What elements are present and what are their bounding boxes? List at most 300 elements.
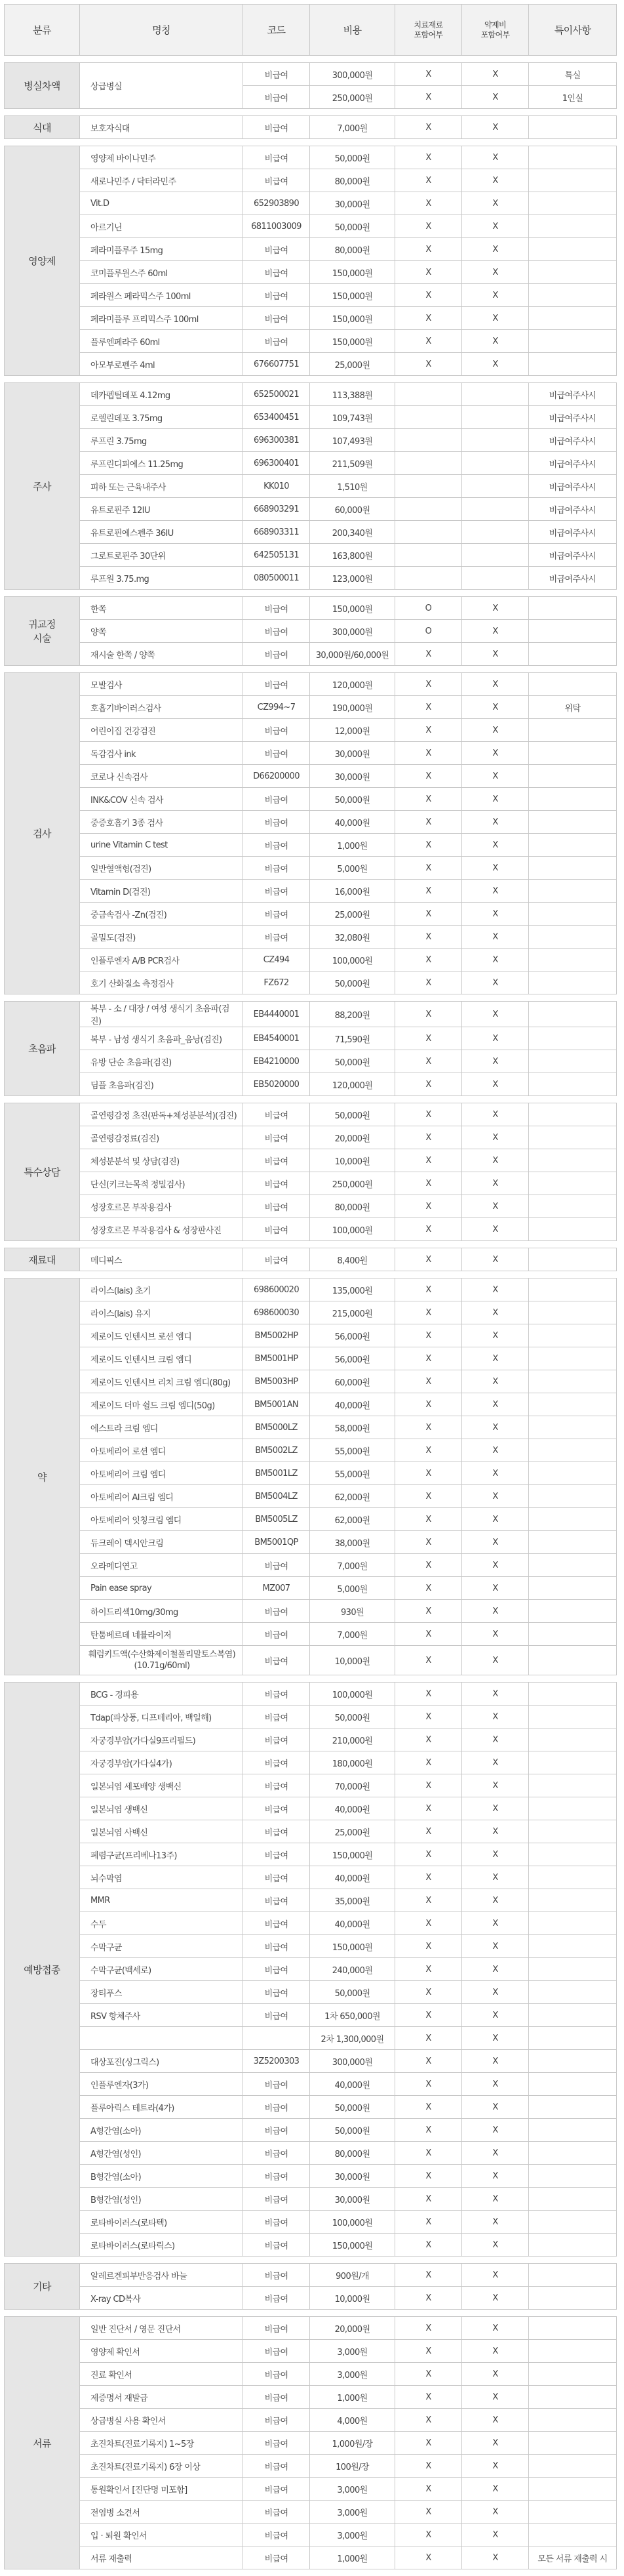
item-code: 비급여 [243,238,310,261]
material-included: X [395,1027,462,1050]
item-name: 자궁경부암(가다실9프리필드) [80,1728,243,1751]
item-cost: 150,000원 [310,284,395,307]
item-name: 그로트로핀주 30단위 [80,544,243,567]
item-note [529,1462,617,1485]
item-code: EB4540001 [243,1027,310,1050]
item-cost: 300,000원 [310,63,395,86]
item-name: 모발검사 [80,673,243,696]
header-name: 명칭 [80,5,243,56]
table-row [5,1866,617,1889]
item-note [529,1912,617,1935]
item-note: 비급여주사시 [529,521,617,544]
table-row [5,215,617,238]
item-note [529,1751,617,1774]
item-code: 653400451 [243,406,310,429]
drug-included: X [462,1439,529,1462]
item-name: 성장호르몬 부작용검사 [80,1195,243,1218]
material-included: X [395,1050,462,1073]
item-name: 중금속검사 -Zn(검진) [80,903,243,926]
material-included: X [395,834,462,857]
item-cost: 5,000원 [310,1577,395,1600]
item-cost: 40,000원 [310,1912,395,1935]
item-cost: 300,000원 [310,2050,395,2073]
item-cost: 100,000원 [310,1683,395,1706]
item-name: 서류 재출력 [80,2546,243,2569]
item-cost: 7,000원 [310,116,395,139]
item-note [529,2501,617,2524]
table-row [5,383,617,406]
item-cost: 30,000원 [310,2188,395,2211]
item-cost: 10,000원 [310,1646,395,1675]
item-name: 제로이드 인텐시브 로션 엠디 [80,1324,243,1347]
item-name: 상급병실 사용 확인서 [80,2409,243,2432]
material-included: X [395,1935,462,1958]
item-cost: 50,000원 [310,1050,395,1073]
item-name: 로렐린데포 3.75mg [80,406,243,429]
table-row [5,2234,617,2257]
material-included: X [395,2073,462,2096]
item-cost: 150,000원 [310,261,395,284]
material-included: X [395,1706,462,1728]
table-row [5,475,617,498]
table-row [5,429,617,452]
material-included: X [395,1797,462,1820]
drug-included: X [462,2386,529,2409]
category-cell: 재료대 [5,1248,80,1271]
material-included: X [395,1103,462,1126]
drug-included: X [462,2478,529,2501]
material-included: X [395,2264,462,2287]
table-row [5,1073,617,1096]
item-code: 비급여 [243,1912,310,1935]
item-note [529,1843,617,1866]
material-included: X [395,903,462,926]
table-row [5,261,617,284]
category-cell: 영양제 [5,146,80,376]
item-code: 비급여 [243,2165,310,2188]
drug-included: X [462,1393,529,1416]
item-code: BM5002HP [243,1324,310,1347]
drug-included: X [462,307,529,330]
drug-included: X [462,2142,529,2165]
item-cost: 88,200원 [310,1002,395,1027]
item-cost: 150,000원 [310,597,395,620]
material-included: X [395,1577,462,1600]
item-code: 668903291 [243,498,310,521]
item-note [529,353,617,376]
table-row [5,2073,617,2096]
item-code: 비급여 [243,146,310,169]
item-code: BM5001HP [243,1347,310,1370]
section-table [4,1278,617,1675]
item-name: 상급병실 [80,63,243,109]
item-note [529,238,617,261]
item-note [529,2409,617,2432]
item-name: 골연령감정료(검진) [80,1126,243,1149]
table-row [5,452,617,475]
material-included: X [395,2340,462,2363]
item-code: 비급여 [243,2455,310,2478]
drug-included: X [462,2546,529,2569]
material-included: X [395,1958,462,1981]
item-code: 비급여 [243,1889,310,1912]
item-note [529,857,617,880]
item-code: 698600020 [243,1278,310,1301]
item-note [529,788,617,811]
item-cost: 211,509원 [310,452,395,475]
item-name: 초진차트(진료기록지) 6장 이상 [80,2455,243,2478]
header-code: 코드 [243,5,310,56]
item-note: 비급여주사시 [529,544,617,567]
table-row [5,719,617,742]
item-cost: 100,000원 [310,2211,395,2234]
item-name: 유트로핀에스펜주 36IU [80,521,243,544]
category-cell: 병실차액 [5,63,80,109]
item-note [529,1073,617,1096]
item-name: 초진차트(진료기록지) 1~5장 [80,2432,243,2455]
item-note [529,880,617,903]
header-row [5,5,617,56]
table-row [5,2524,617,2546]
item-note [529,1050,617,1073]
item-note [529,261,617,284]
item-code: 비급여 [243,620,310,643]
item-name: 일반혈액형(검진) [80,857,243,880]
item-note [529,1623,617,1646]
material-included: X [395,284,462,307]
category-cell: 초음파 [5,1002,80,1096]
material-included: X [395,788,462,811]
material-included: X [395,719,462,742]
item-code: BM5001AN [243,1393,310,1416]
material-included: X [395,1531,462,1554]
material-included: X [395,2142,462,2165]
material-included: X [395,215,462,238]
item-name: 복부 - 소 / 대장 / 여성 생식기 초음파(검진) [80,1002,243,1027]
item-name: 장티푸스 [80,1981,243,2004]
item-note [529,1370,617,1393]
table-row [5,63,617,86]
item-cost: 25,000원 [310,1820,395,1843]
item-code: BM5001LZ [243,1462,310,1485]
table-row [5,1751,617,1774]
item-cost: 3,000원 [310,2478,395,2501]
drug-included: X [462,215,529,238]
table-row [5,742,617,765]
table-row [5,1278,617,1301]
table-row [5,1416,617,1439]
item-note [529,1554,617,1577]
category-cell: 기타 [5,2264,80,2310]
item-cost: 100원/장 [310,2455,395,2478]
item-cost: 100,000원 [310,1218,395,1241]
table-row [5,2546,617,2569]
header-note: 특이사항 [529,5,617,56]
table-row [5,238,617,261]
drug-included: X [462,926,529,949]
item-name: 일본뇌염 세포배양 생백신 [80,1774,243,1797]
section-table [4,596,617,666]
item-name: Pain ease spray [80,1577,243,1600]
material-included: X [395,1172,462,1195]
item-note [529,2073,617,2096]
material-included: X [395,353,462,376]
item-name: 로타바이러스(로타텍) [80,2211,243,2234]
material-included: X [395,261,462,284]
material-included: X [395,192,462,215]
material-included: X [395,857,462,880]
table-row [5,2027,617,2050]
drug-included [462,475,529,498]
drug-included: X [462,1623,529,1646]
drug-included: X [462,1218,529,1241]
item-note [529,1195,617,1218]
item-name: 피하 또는 근육내주사 [80,475,243,498]
drug-included [462,429,529,452]
item-code: 비급여 [243,2188,310,2211]
table-row [5,2363,617,2386]
material-included: X [395,1554,462,1577]
item-cost: 40,000원 [310,1866,395,1889]
table-row [5,811,617,834]
item-code: 비급여 [243,1600,310,1623]
table-row [5,1820,617,1843]
table-row [5,2165,617,2188]
section-table [4,2263,617,2310]
material-included: X [395,811,462,834]
drug-included: X [462,880,529,903]
material-included: X [395,1728,462,1751]
category-cell: 주사 [5,383,80,590]
category-cell: 예방접종 [5,1683,80,2257]
table-row [5,146,617,169]
item-cost: 240,000원 [310,1958,395,1981]
item-note [529,643,617,666]
item-code: 비급여 [243,2524,310,2546]
material-included: X [395,1683,462,1706]
item-code: 비급여 [243,1958,310,1981]
item-name: 페라원스 페라믹스주 100ml [80,284,243,307]
material-included: X [395,1508,462,1531]
drug-included: X [462,1554,529,1577]
table-row [5,696,617,719]
drug-included: X [462,811,529,834]
material-included: X [395,1774,462,1797]
item-code: 비급여 [243,834,310,857]
drug-included: X [462,1370,529,1393]
table-row [5,1149,617,1172]
item-code: BM5002LZ [243,1439,310,1462]
drug-included: X [462,971,529,994]
drug-included: X [462,1347,529,1370]
drug-included: X [462,765,529,788]
item-cost: 180,000원 [310,1751,395,1774]
drug-included: X [462,1843,529,1866]
item-note [529,1439,617,1462]
material-included: X [395,86,462,109]
item-cost: 3,000원 [310,2524,395,2546]
material-included: X [395,926,462,949]
item-cost: 30,000원 [310,2165,395,2188]
drug-included: X [462,2234,529,2257]
table-row [5,857,617,880]
item-code: 642505131 [243,544,310,567]
item-cost: 150,000원 [310,307,395,330]
table-row [5,765,617,788]
item-cost: 250,000원 [310,1172,395,1195]
item-note [529,2165,617,2188]
item-note [529,1485,617,1508]
item-cost: 80,000원 [310,238,395,261]
item-cost: 3,000원 [310,2363,395,2386]
item-name: 유방 단순 초음파(검진) [80,1050,243,1073]
table-row [5,1958,617,1981]
item-code: 비급여 [243,1706,310,1728]
item-cost: 150,000원 [310,330,395,353]
item-name: 영양제 바이나민주 [80,146,243,169]
item-code: 비급여 [243,2096,310,2119]
item-code: 비급여 [243,1797,310,1820]
material-included: X [395,63,462,86]
item-note [529,192,617,215]
drug-included: X [462,2287,529,2310]
drug-included: X [462,1416,529,1439]
item-code: 080500011 [243,567,310,590]
item-code: 비급여 [243,880,310,903]
material-included: X [395,1347,462,1370]
item-note [529,834,617,857]
item-name: X-ray CD복사 [80,2287,243,2310]
item-code: 비급여 [243,1623,310,1646]
item-name: 영양제 확인서 [80,2340,243,2363]
item-name: 오라메디연고 [80,1554,243,1577]
item-cost: 62,000원 [310,1485,395,1508]
drug-included: X [462,2119,529,2142]
material-included: X [395,1002,462,1027]
item-note [529,2455,617,2478]
section-table [4,2316,617,2569]
item-code: 비급여 [243,2478,310,2501]
item-code: EB5020000 [243,1073,310,1096]
item-name: 제증명서 재발급 [80,2386,243,2409]
item-cost: 1,000원/장 [310,2432,395,2455]
drug-included: X [462,620,529,643]
drug-included [462,521,529,544]
item-note [529,1278,617,1301]
material-included: X [395,330,462,353]
item-cost: 80,000원 [310,1195,395,1218]
material-included [395,475,462,498]
item-cost: 80,000원 [310,169,395,192]
item-cost: 50,000원 [310,1103,395,1126]
item-code: 비급여 [243,1683,310,1706]
item-name: 양쪽 [80,620,243,643]
item-name: 통원확인서 [진단명 미포함] [80,2478,243,2501]
table-row [5,1103,617,1126]
material-included: X [395,2317,462,2340]
material-included: X [395,1820,462,1843]
item-note [529,1797,617,1820]
item-name: 독감검사 ink [80,742,243,765]
item-cost: 8,400원 [310,1248,395,1271]
table-row [5,567,617,590]
item-cost: 12,000원 [310,719,395,742]
item-note [529,1324,617,1347]
item-cost: 30,000원 [310,742,395,765]
item-name: RSV 항체주사 [80,2004,243,2027]
item-code: 698600030 [243,1301,310,1324]
item-code: 696300401 [243,452,310,475]
item-cost: 10,000원 [310,1149,395,1172]
drug-included: X [462,1577,529,1600]
table-row [5,1531,617,1554]
drug-included: X [462,2455,529,2478]
item-name: 에스트라 크림 엠디 [80,1416,243,1439]
material-included: X [395,971,462,994]
material-included: X [395,643,462,666]
item-note [529,284,617,307]
item-code: 비급여 [243,1866,310,1889]
category-cell: 귀교정 시술 [5,597,80,666]
material-included [395,567,462,590]
item-name: 아르기닌 [80,215,243,238]
table-row [5,880,617,903]
item-cost: 60,000원 [310,1370,395,1393]
material-included: X [395,2287,462,2310]
item-code: D66200000 [243,765,310,788]
item-note [529,1706,617,1728]
item-code: EB4210000 [243,1050,310,1073]
drug-included: X [462,1324,529,1347]
header-cost: 비용 [310,5,395,56]
item-note [529,1820,617,1843]
item-code: 비급여 [243,63,310,86]
table-row [5,192,617,215]
item-cost: 32,080원 [310,926,395,949]
item-note [529,1935,617,1958]
material-included: X [395,2234,462,2257]
material-included: X [395,1073,462,1096]
drug-included: X [462,192,529,215]
item-name: B형간염(소아) [80,2165,243,2188]
item-note [529,2119,617,2142]
item-name: 제로이드 인텐시브 리치 크림 엠디(80g) [80,1370,243,1393]
table-row [5,521,617,544]
drug-included: X [462,719,529,742]
material-included: X [395,2363,462,2386]
item-note [529,742,617,765]
item-name: 보호자식대 [80,116,243,139]
item-cost: 3,000원 [310,2340,395,2363]
drug-included: X [462,2096,529,2119]
item-note [529,2211,617,2234]
material-included: X [395,307,462,330]
item-code: 비급여 [243,1751,310,1774]
item-note [529,2432,617,2455]
item-code: 비급여 [243,742,310,765]
item-code: 비급여 [243,2317,310,2340]
item-name: A형간염(성인) [80,2142,243,2165]
item-note [529,116,617,139]
item-name: 플루엔페라주 60ml [80,330,243,353]
item-note [529,2264,617,2287]
item-name: 제로이드 인텐시브 크림 엠디 [80,1347,243,1370]
item-code: 비급여 [243,307,310,330]
drug-included: X [462,63,529,86]
drug-included: X [462,1774,529,1797]
table-row [5,353,617,376]
drug-included: X [462,643,529,666]
